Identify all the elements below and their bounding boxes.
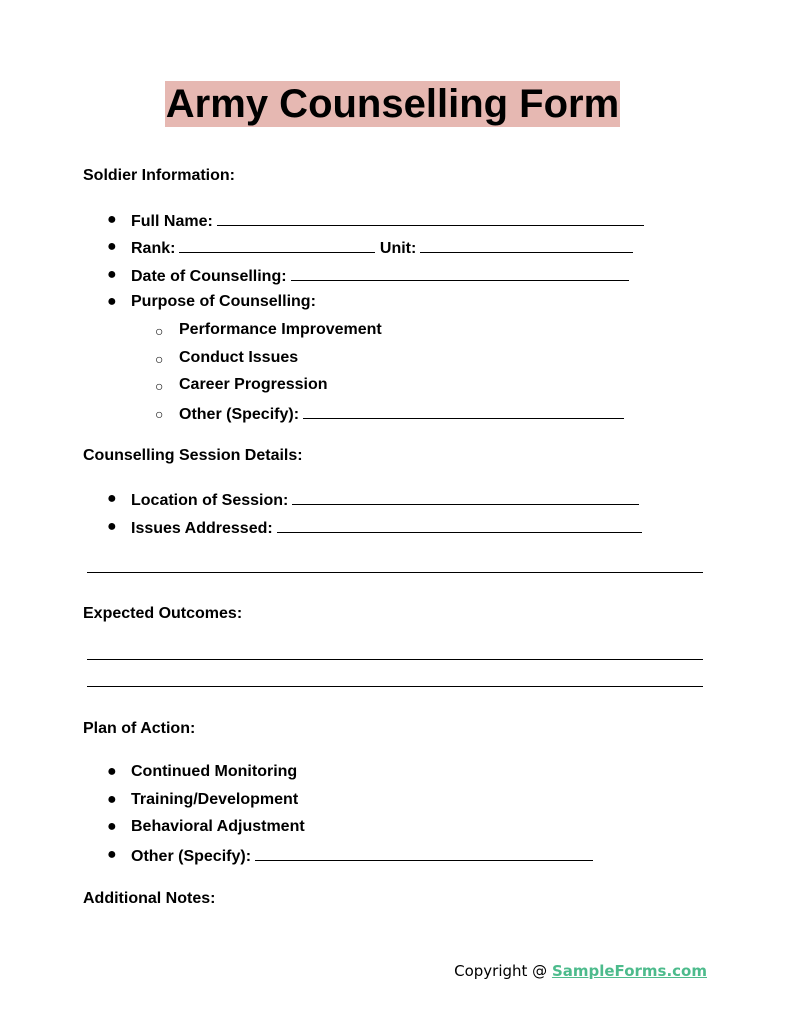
full-name-blank[interactable] xyxy=(217,211,644,226)
brand-link[interactable]: SampleForms.com xyxy=(551,962,707,980)
purpose-option xyxy=(155,349,299,367)
field-label: Location of Session: xyxy=(131,492,289,509)
bullet-icon: ● xyxy=(107,846,117,863)
plan-item-label: Other (Specify): xyxy=(131,848,252,865)
field-rank-unit xyxy=(107,238,633,258)
plan-other-blank[interactable] xyxy=(255,846,593,861)
purpose-option xyxy=(155,376,328,394)
section-heading-session-details: Counselling Session Details: xyxy=(83,447,303,464)
purpose-option xyxy=(155,321,382,339)
date-blank[interactable] xyxy=(291,266,629,281)
location-blank[interactable] xyxy=(292,490,639,505)
field-purpose xyxy=(107,293,316,311)
plan-item xyxy=(107,791,299,809)
footer-copyright xyxy=(454,962,707,980)
writing-line[interactable] xyxy=(87,659,703,660)
option-label: Conduct Issues xyxy=(179,349,299,366)
field-full-name xyxy=(107,211,644,231)
sub-bullet-icon: ○ xyxy=(155,378,164,394)
field-label: Purpose of Counselling: xyxy=(131,293,316,310)
bullet-icon: ● xyxy=(107,518,117,535)
purpose-other-blank[interactable] xyxy=(303,404,624,419)
field-location xyxy=(107,490,639,510)
option-label: Performance Improvement xyxy=(179,321,382,338)
plan-item-label: Continued Monitoring xyxy=(131,763,298,780)
unit-blank[interactable] xyxy=(420,238,633,253)
bullet-icon: ● xyxy=(107,211,117,228)
rank-blank[interactable] xyxy=(179,238,375,253)
bullet-icon: ● xyxy=(107,266,117,283)
plan-item-label: Behavioral Adjustment xyxy=(131,818,305,835)
bullet-icon: ● xyxy=(107,763,117,780)
option-label: Career Progression xyxy=(179,376,328,393)
bullet-icon: ● xyxy=(107,238,117,255)
bullet-icon: ● xyxy=(107,791,117,808)
field-label: Date of Counselling: xyxy=(131,268,287,285)
plan-item xyxy=(107,763,298,781)
field-label: Issues Addressed: xyxy=(131,520,273,537)
section-heading-expected-outcomes: Expected Outcomes: xyxy=(83,605,243,622)
field-label: Rank: xyxy=(131,240,176,257)
sub-bullet-icon: ○ xyxy=(155,406,164,422)
page-title: Army Counselling Form xyxy=(165,82,620,126)
issues-blank[interactable] xyxy=(277,518,642,533)
section-heading-additional-notes: Additional Notes: xyxy=(83,890,216,907)
option-label: Other (Specify): xyxy=(179,406,300,423)
field-label: Full Name: xyxy=(131,213,213,230)
sub-bullet-icon: ○ xyxy=(155,351,164,367)
bullet-icon: ● xyxy=(107,293,117,310)
writing-line[interactable] xyxy=(87,572,703,573)
field-label: Unit: xyxy=(379,240,417,257)
bullet-icon: ● xyxy=(107,490,117,507)
copyright-text: Copyright @ xyxy=(454,962,552,980)
section-heading-plan-of-action: Plan of Action: xyxy=(83,720,196,737)
plan-item xyxy=(107,818,305,836)
field-issues xyxy=(107,518,642,538)
sub-bullet-icon: ○ xyxy=(155,323,164,339)
plan-item xyxy=(107,846,593,866)
writing-line[interactable] xyxy=(87,686,703,687)
bullet-icon: ● xyxy=(107,818,117,835)
plan-item-label: Training/Development xyxy=(131,791,299,808)
field-date xyxy=(107,266,629,286)
purpose-option xyxy=(155,404,624,424)
section-heading-soldier-information: Soldier Information: xyxy=(83,167,235,184)
